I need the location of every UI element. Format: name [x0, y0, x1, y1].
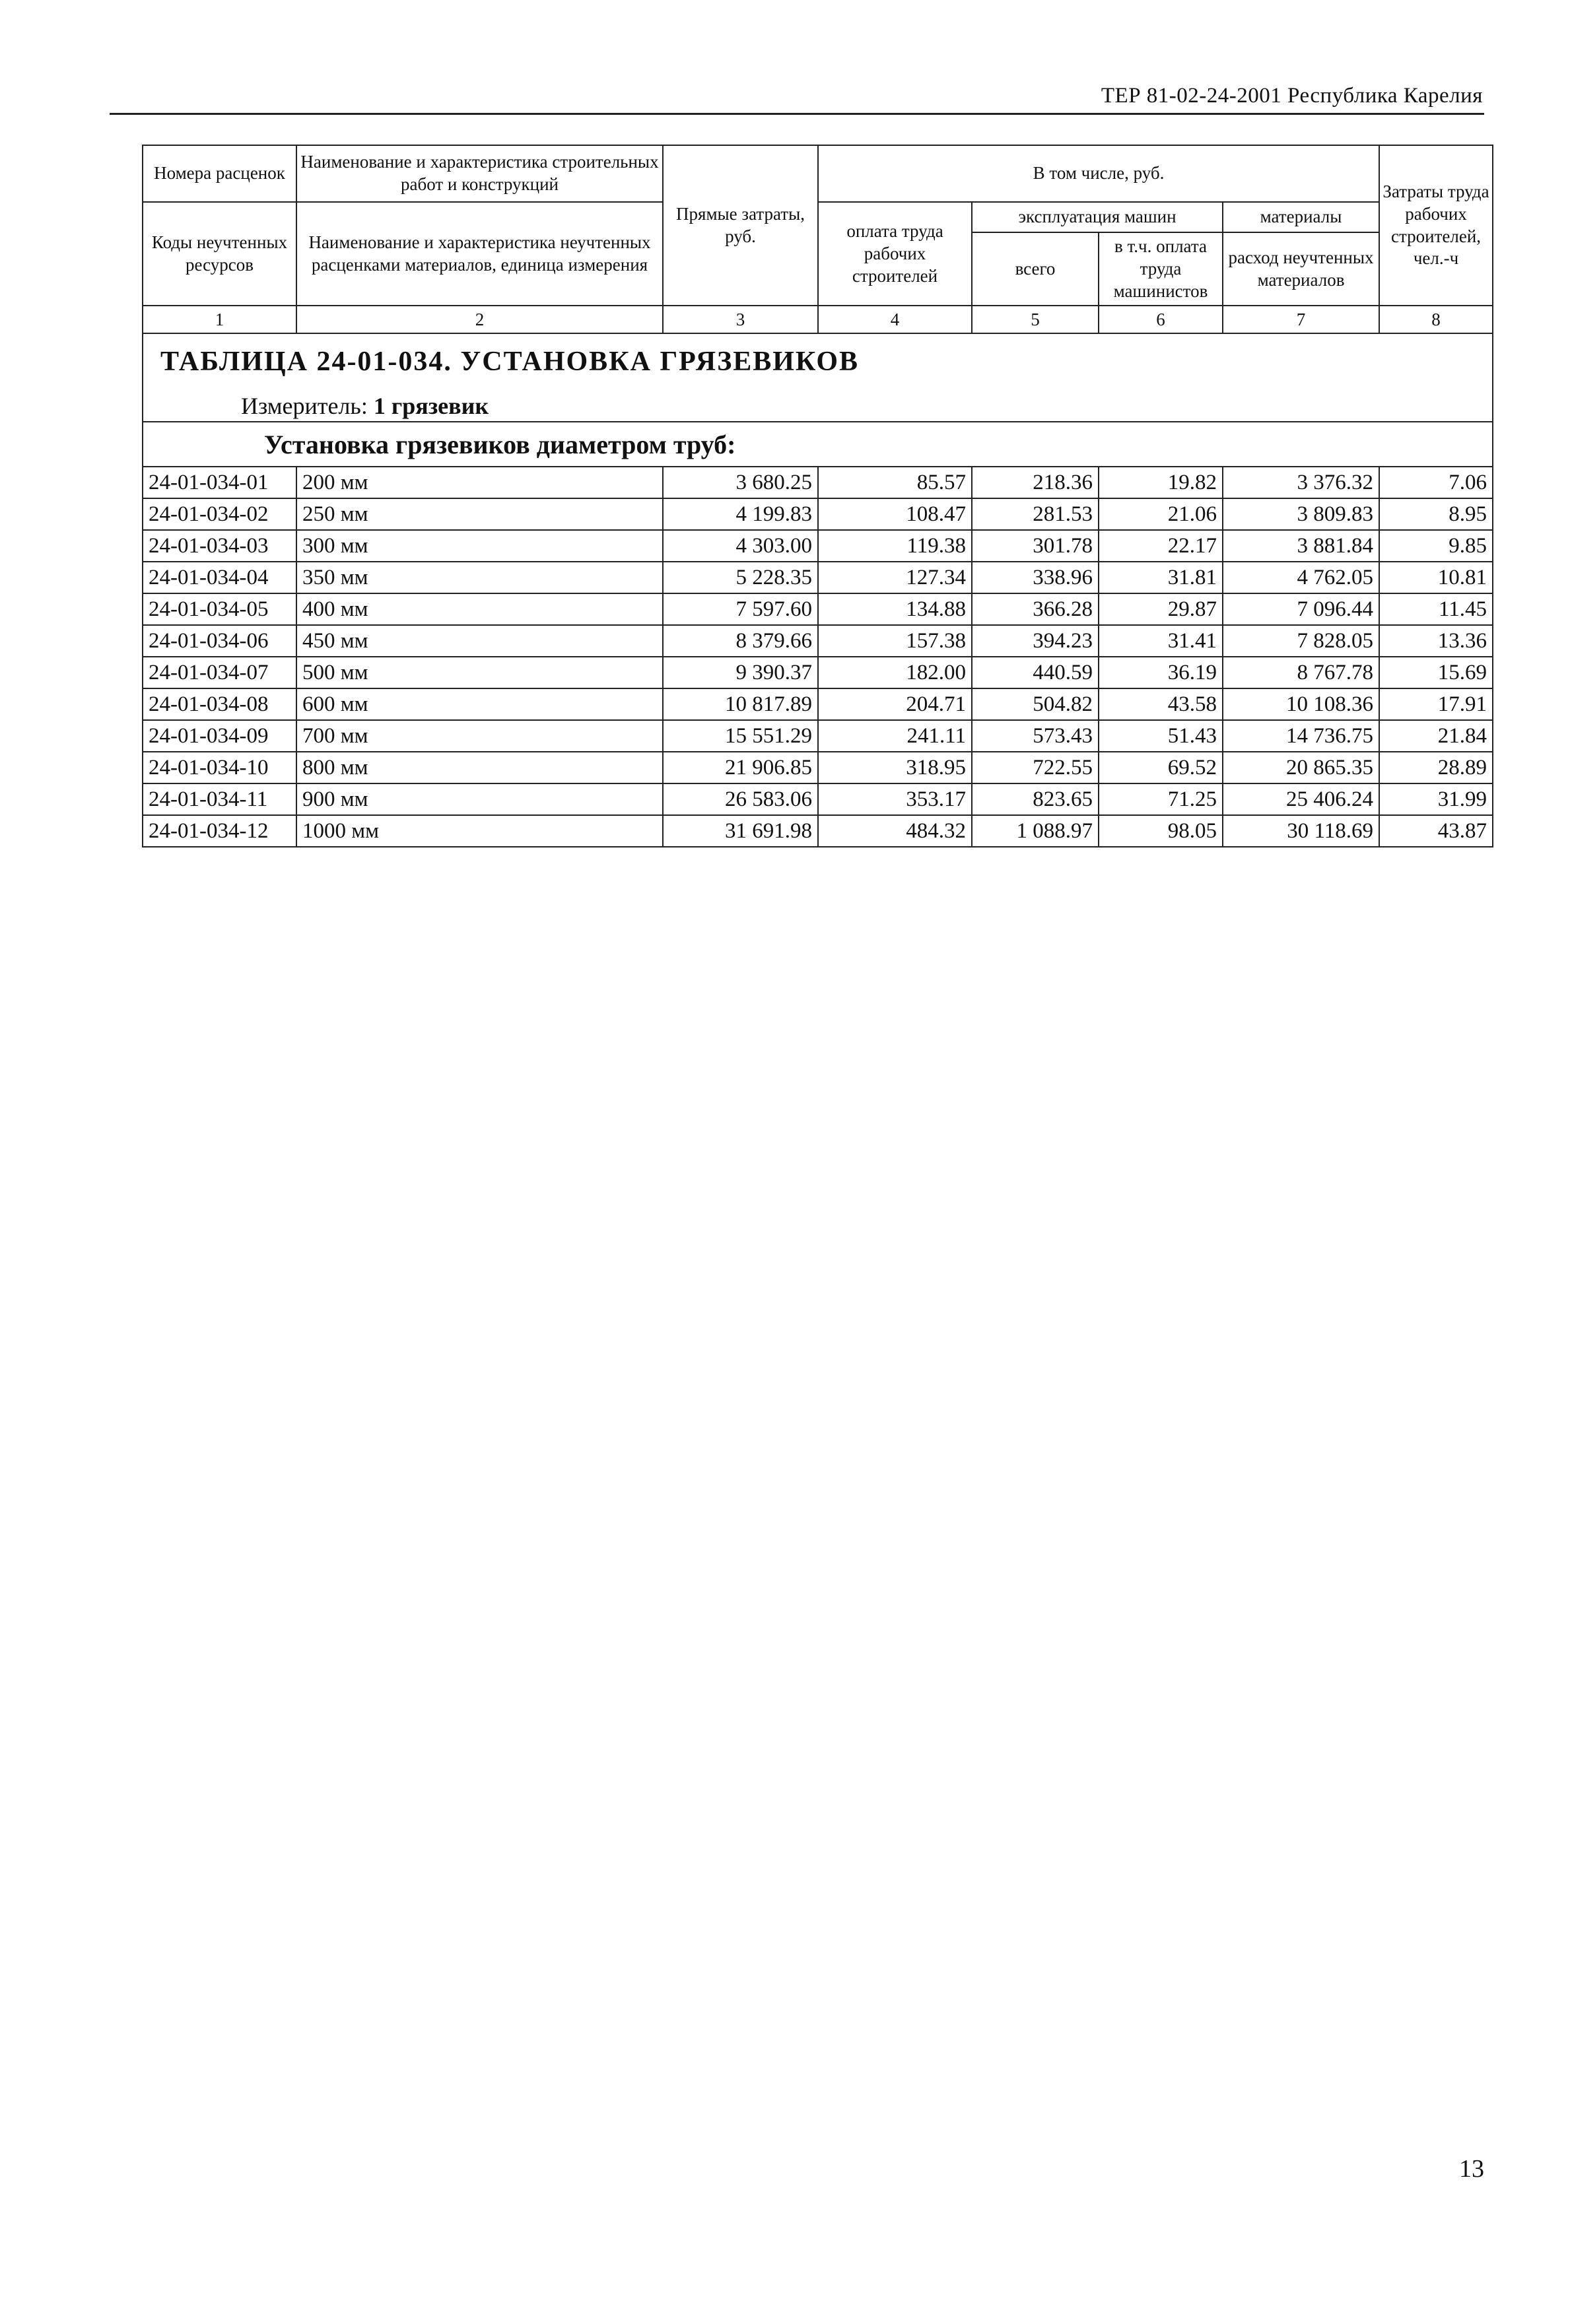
worker-wages-cell: 484.32 — [818, 815, 972, 847]
meter-label: Измеритель: — [241, 393, 368, 420]
rate-code-cell: 24-01-034-07 — [143, 657, 296, 688]
pipe-diameter-cell: 900 мм — [296, 783, 663, 815]
pipe-diameter-cell: 250 мм — [296, 498, 663, 530]
rate-code-cell: 24-01-034-12 — [143, 815, 296, 847]
machines-total-cell: 281.53 — [972, 498, 1099, 530]
unaccounted-materials-cell: 14 736.75 — [1223, 720, 1379, 752]
operator-wages-cell: 69.52 — [1099, 752, 1223, 783]
direct-costs-cell: 4 303.00 — [663, 530, 818, 562]
pipe-diameter-cell: 600 мм — [296, 688, 663, 720]
rate-code-cell: 24-01-034-03 — [143, 530, 296, 562]
header-rate-numbers: Номера расценок — [143, 145, 296, 202]
operator-wages-cell: 21.06 — [1099, 498, 1223, 530]
labor-hours-cell: 9.85 — [1379, 530, 1493, 562]
table-row — [143, 562, 1493, 593]
operator-wages-cell: 29.87 — [1099, 593, 1223, 625]
machines-total-cell: 301.78 — [972, 530, 1099, 562]
operator-wages-cell: 43.58 — [1099, 688, 1223, 720]
pipe-diameter-cell: 800 мм — [296, 752, 663, 783]
unaccounted-materials-cell: 7 828.05 — [1223, 625, 1379, 657]
unaccounted-materials-cell: 4 762.05 — [1223, 562, 1379, 593]
unaccounted-materials-cell: 8 767.78 — [1223, 657, 1379, 688]
worker-wages-cell: 119.38 — [818, 530, 972, 562]
header-unaccounted-materials: расход неучтенных материалов — [1223, 232, 1379, 306]
header-materials: материалы — [1223, 202, 1379, 232]
unaccounted-materials-cell: 10 108.36 — [1223, 688, 1379, 720]
table-row — [143, 530, 1493, 562]
direct-costs-cell: 7 597.60 — [663, 593, 818, 625]
table-title: ТАБЛИЦА 24-01-034. УСТАНОВКА ГРЯЗЕВИКОВ — [160, 347, 860, 378]
labor-hours-cell: 11.45 — [1379, 593, 1493, 625]
direct-costs-cell: 15 551.29 — [663, 720, 818, 752]
unaccounted-materials-cell: 3 881.84 — [1223, 530, 1379, 562]
operator-wages-cell: 31.41 — [1099, 625, 1223, 657]
worker-wages-cell: 182.00 — [818, 657, 972, 688]
rate-rows — [143, 467, 1493, 847]
rate-code-cell: 24-01-034-09 — [143, 720, 296, 752]
unaccounted-materials-cell: 20 865.35 — [1223, 752, 1379, 783]
table-row — [143, 625, 1493, 657]
machines-total-cell: 440.59 — [972, 657, 1099, 688]
header-material-name: Наименование и характеристика неучтенных расценками материалов, единица измерения — [296, 202, 663, 306]
labor-hours-cell: 15.69 — [1379, 657, 1493, 688]
column-number: 3 — [663, 306, 818, 333]
section-cell — [143, 422, 1493, 467]
worker-wages-cell: 108.47 — [818, 498, 972, 530]
column-number: 1 — [143, 306, 296, 333]
unaccounted-materials-cell: 30 118.69 — [1223, 815, 1379, 847]
header-machines-total: всего — [972, 232, 1099, 306]
section-title: Установка грязевиков диаметром труб: — [264, 429, 736, 459]
column-number: 6 — [1099, 306, 1223, 333]
table-row — [143, 593, 1493, 625]
rate-code-cell: 24-01-034-06 — [143, 625, 296, 657]
table-row — [143, 688, 1493, 720]
labor-hours-cell: 43.87 — [1379, 815, 1493, 847]
header-work-name: Наименование и характеристика строительных работ и конструкций — [296, 145, 663, 202]
rate-code-cell: 24-01-034-11 — [143, 783, 296, 815]
direct-costs-cell: 5 228.35 — [663, 562, 818, 593]
worker-wages-cell: 204.71 — [818, 688, 972, 720]
operator-wages-cell: 98.05 — [1099, 815, 1223, 847]
direct-costs-cell: 8 379.66 — [663, 625, 818, 657]
pipe-diameter-cell: 700 мм — [296, 720, 663, 752]
operator-wages-cell: 22.17 — [1099, 530, 1223, 562]
worker-wages-cell: 241.11 — [818, 720, 972, 752]
header-machines: эксплуатация машин — [972, 202, 1223, 232]
direct-costs-cell: 10 817.89 — [663, 688, 818, 720]
direct-costs-cell: 26 583.06 — [663, 783, 818, 815]
machines-total-cell: 722.55 — [972, 752, 1099, 783]
pipe-diameter-cell: 1000 мм — [296, 815, 663, 847]
worker-wages-cell: 85.57 — [818, 467, 972, 498]
machines-total-cell: 218.36 — [972, 467, 1099, 498]
column-number: 8 — [1379, 306, 1493, 333]
unaccounted-materials-cell: 7 096.44 — [1223, 593, 1379, 625]
pipe-diameter-cell: 400 мм — [296, 593, 663, 625]
machines-total-cell: 338.96 — [972, 562, 1099, 593]
worker-wages-cell: 127.34 — [818, 562, 972, 593]
worker-wages-cell: 353.17 — [818, 783, 972, 815]
direct-costs-cell: 31 691.98 — [663, 815, 818, 847]
pipe-diameter-cell: 350 мм — [296, 562, 663, 593]
rate-code-cell: 24-01-034-01 — [143, 467, 296, 498]
column-number: 4 — [818, 306, 972, 333]
table-row — [143, 783, 1493, 815]
table-row — [143, 498, 1493, 530]
labor-hours-cell: 31.99 — [1379, 783, 1493, 815]
table-row — [143, 720, 1493, 752]
table-title-cell — [143, 333, 1493, 422]
pipe-diameter-cell: 300 мм — [296, 530, 663, 562]
rate-code-cell: 24-01-034-10 — [143, 752, 296, 783]
column-number: 7 — [1223, 306, 1379, 333]
machines-total-cell: 394.23 — [972, 625, 1099, 657]
operator-wages-cell: 36.19 — [1099, 657, 1223, 688]
operator-wages-cell: 71.25 — [1099, 783, 1223, 815]
unaccounted-materials-cell: 3 809.83 — [1223, 498, 1379, 530]
header-direct-costs: Прямые затраты, руб. — [663, 145, 818, 306]
pipe-diameter-cell: 200 мм — [296, 467, 663, 498]
worker-wages-cell: 318.95 — [818, 752, 972, 783]
machines-total-cell: 573.43 — [972, 720, 1099, 752]
machines-total-cell: 366.28 — [972, 593, 1099, 625]
header-operator-wages: в т.ч. оплата труда машинистов — [1099, 232, 1223, 306]
pipe-diameter-cell: 450 мм — [296, 625, 663, 657]
unaccounted-materials-cell: 3 376.32 — [1223, 467, 1379, 498]
table-header — [143, 145, 1493, 333]
header-including-group: В том числе, руб. — [818, 145, 1379, 202]
header-worker-wages: оплата труда рабочих строителей — [818, 202, 972, 306]
meter-line — [241, 392, 1487, 420]
column-numbers-row — [143, 306, 1493, 333]
running-header: ТЕР 81-02-24-2001 Республика Карелия — [1101, 84, 1483, 108]
labor-hours-cell: 10.81 — [1379, 562, 1493, 593]
worker-wages-cell: 157.38 — [818, 625, 972, 657]
pipe-diameter-cell: 500 мм — [296, 657, 663, 688]
table-row — [143, 657, 1493, 688]
rate-code-cell: 24-01-034-05 — [143, 593, 296, 625]
rate-code-cell: 24-01-034-02 — [143, 498, 296, 530]
rates-table — [142, 145, 1493, 847]
labor-hours-cell: 13.36 — [1379, 625, 1493, 657]
column-number: 5 — [972, 306, 1099, 333]
unaccounted-materials-cell: 25 406.24 — [1223, 783, 1379, 815]
direct-costs-cell: 3 680.25 — [663, 467, 818, 498]
operator-wages-cell: 31.81 — [1099, 562, 1223, 593]
table-row — [143, 815, 1493, 847]
labor-hours-cell: 8.95 — [1379, 498, 1493, 530]
direct-costs-cell: 9 390.37 — [663, 657, 818, 688]
meter-value: 1 грязевик — [373, 393, 489, 420]
machines-total-cell: 1 088.97 — [972, 815, 1099, 847]
machines-total-cell: 504.82 — [972, 688, 1099, 720]
labor-hours-cell: 28.89 — [1379, 752, 1493, 783]
column-number: 2 — [296, 306, 663, 333]
table-row — [143, 752, 1493, 783]
worker-wages-cell: 134.88 — [818, 593, 972, 625]
operator-wages-cell: 19.82 — [1099, 467, 1223, 498]
direct-costs-cell: 21 906.85 — [663, 752, 818, 783]
rate-code-cell: 24-01-034-04 — [143, 562, 296, 593]
table-row — [143, 467, 1493, 498]
header-rule — [110, 113, 1484, 115]
table-body — [143, 333, 1493, 467]
rate-code-cell: 24-01-034-08 — [143, 688, 296, 720]
operator-wages-cell: 51.43 — [1099, 720, 1223, 752]
labor-hours-cell: 7.06 — [1379, 467, 1493, 498]
labor-hours-cell: 17.91 — [1379, 688, 1493, 720]
header-labor-hours: Затраты труда рабочих строителей, чел.-ч — [1379, 145, 1493, 306]
machines-total-cell: 823.65 — [972, 783, 1099, 815]
page-number: 13 — [1459, 2155, 1484, 2183]
direct-costs-cell: 4 199.83 — [663, 498, 818, 530]
labor-hours-cell: 21.84 — [1379, 720, 1493, 752]
header-resource-codes: Коды неучтенных ресурсов — [143, 202, 296, 306]
